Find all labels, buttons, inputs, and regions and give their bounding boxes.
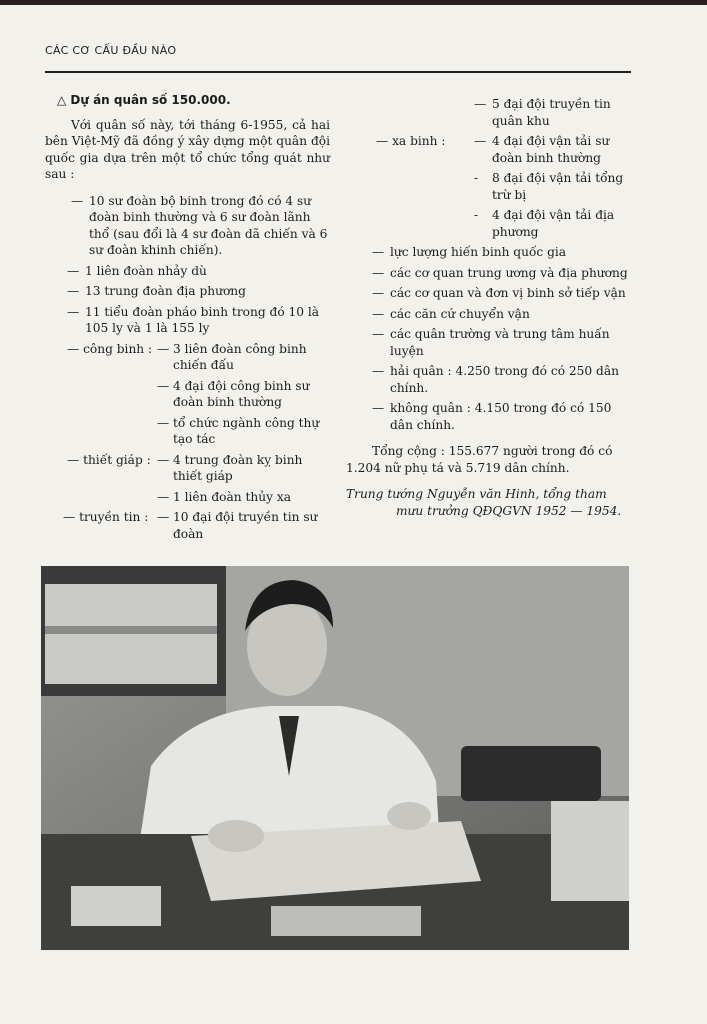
list-item: — 1 liên đoàn thủy xa bbox=[157, 489, 291, 504]
xa-binh-label: — xa binh : bbox=[376, 134, 446, 148]
list-item: - 4 đại đội vận tải địa phương bbox=[474, 208, 615, 239]
list-item: — 4 đại đội công binh sư đoàn binh thường bbox=[157, 378, 310, 409]
cong-binh-label: — công binh : bbox=[67, 341, 153, 356]
photo-illustration bbox=[41, 566, 629, 950]
list-item: — các quân trường và trung tâm huấn luyện bbox=[372, 327, 610, 358]
cong-binh-group: — công binh : — 3 liên đoàn công binh chiến đấu bbox=[67, 341, 307, 372]
dash-marker: — bbox=[157, 415, 170, 430]
list-item: — các cơ quan và đơn vị binh sở tiếp vận bbox=[372, 286, 626, 300]
dash-marker: - bbox=[474, 171, 479, 185]
dash-marker: — bbox=[157, 378, 170, 393]
list-item: — hải quân : 4.250 trong đó có 250 dân chính. bbox=[372, 364, 619, 395]
list-item: — không quân : 4.150 trong đó có 150 dân chính. bbox=[372, 401, 612, 432]
intro-paragraph: Với quân số này, tới tháng 6-1955, cả hai bên Việt-Mỹ đã đồng ý xây dựng một quân đội quốc gia dựa trên một tổ chức tổng quát như sau : bbox=[45, 117, 330, 181]
dash-marker: — bbox=[474, 97, 487, 111]
list-item: — 5 đại đội truyền tin quân khu bbox=[474, 97, 611, 128]
dash-marker: — bbox=[67, 263, 80, 278]
header-rule bbox=[45, 71, 631, 73]
dash-marker: - bbox=[474, 208, 479, 222]
dash-marker: — bbox=[372, 364, 385, 378]
dash-marker: — bbox=[67, 304, 80, 319]
caption-line-1: Trung tướng Nguyễn văn Hinh, tổng tham bbox=[346, 487, 607, 501]
dash-marker: — bbox=[71, 193, 84, 208]
thiet-giap-group: — thiết giáp : — 4 trung đoàn kỵ binh thiết giáp bbox=[67, 452, 303, 483]
dash-marker: — bbox=[157, 510, 170, 524]
list-item: — các căn cứ chuyển vận bbox=[372, 306, 530, 321]
left-column bbox=[45, 92, 330, 546]
truyen-tin-group: — truyền tin : — 10 đại đội truyền tin sư đoàn bbox=[63, 510, 318, 541]
xa-binh-group: — xa binh : — 4 đại đội vận tải sư đoàn binh thường bbox=[376, 134, 610, 165]
dash-marker: — bbox=[474, 134, 487, 148]
top-border bbox=[0, 0, 707, 5]
list-item: — 1 liên đoàn nhảy dù bbox=[67, 263, 207, 278]
dash-marker: — bbox=[372, 306, 385, 321]
list-item: — 13 trung đoàn địa phương bbox=[67, 284, 246, 298]
photo-caption bbox=[346, 486, 636, 519]
running-header: CÁC CƠ CẤU ĐẦU NÀO bbox=[45, 44, 177, 57]
caption-line-2: mưu trưởng QĐQGVN 1952 — 1954. bbox=[396, 503, 622, 518]
portrait-photo bbox=[41, 566, 629, 950]
dash-marker: — bbox=[372, 265, 385, 280]
dash-marker: — bbox=[157, 341, 170, 356]
thiet-giap-label: — thiết giáp : bbox=[67, 452, 151, 467]
list-item: — các cơ quan trung ương và địa phương bbox=[372, 265, 628, 280]
list-item: — 11 tiểu đoàn pháo binh trong đó 10 là 105 ly và 1 là 155 ly bbox=[67, 304, 320, 335]
dash-marker: — bbox=[372, 245, 385, 259]
list-item: - 8 đại đội vận tải tổng trừ bị bbox=[474, 171, 624, 202]
list-item: — lực lượng hiến binh quốc gia bbox=[372, 245, 567, 259]
dash-marker: — bbox=[372, 401, 385, 415]
section-title: △ Dự án quân số 150.000. bbox=[57, 93, 231, 107]
dash-marker: — bbox=[67, 284, 80, 298]
dash-marker: — bbox=[157, 489, 170, 504]
dash-marker: — bbox=[372, 286, 385, 300]
dash-marker: — bbox=[372, 327, 385, 341]
total-paragraph: Tổng cộng : 155.677 người trong đó có 1.204 nữ phụ tá và 5.719 dân chính. bbox=[346, 444, 613, 475]
dash-marker: — bbox=[157, 452, 170, 467]
list-item: — tổ chức ngành công thự tạo tác bbox=[157, 415, 320, 446]
truyen-tin-label: — truyền tin : bbox=[63, 510, 149, 524]
list-item: — 10 sư đoàn bộ binh trong đó có 4 sư đoàn binh thường và 6 sư đoàn lãnh thổ (sau đổi là 4 sư đoàn dã chiến và 6 sư đoàn khinh chiến). bbox=[71, 193, 328, 257]
right-column bbox=[346, 96, 636, 519]
